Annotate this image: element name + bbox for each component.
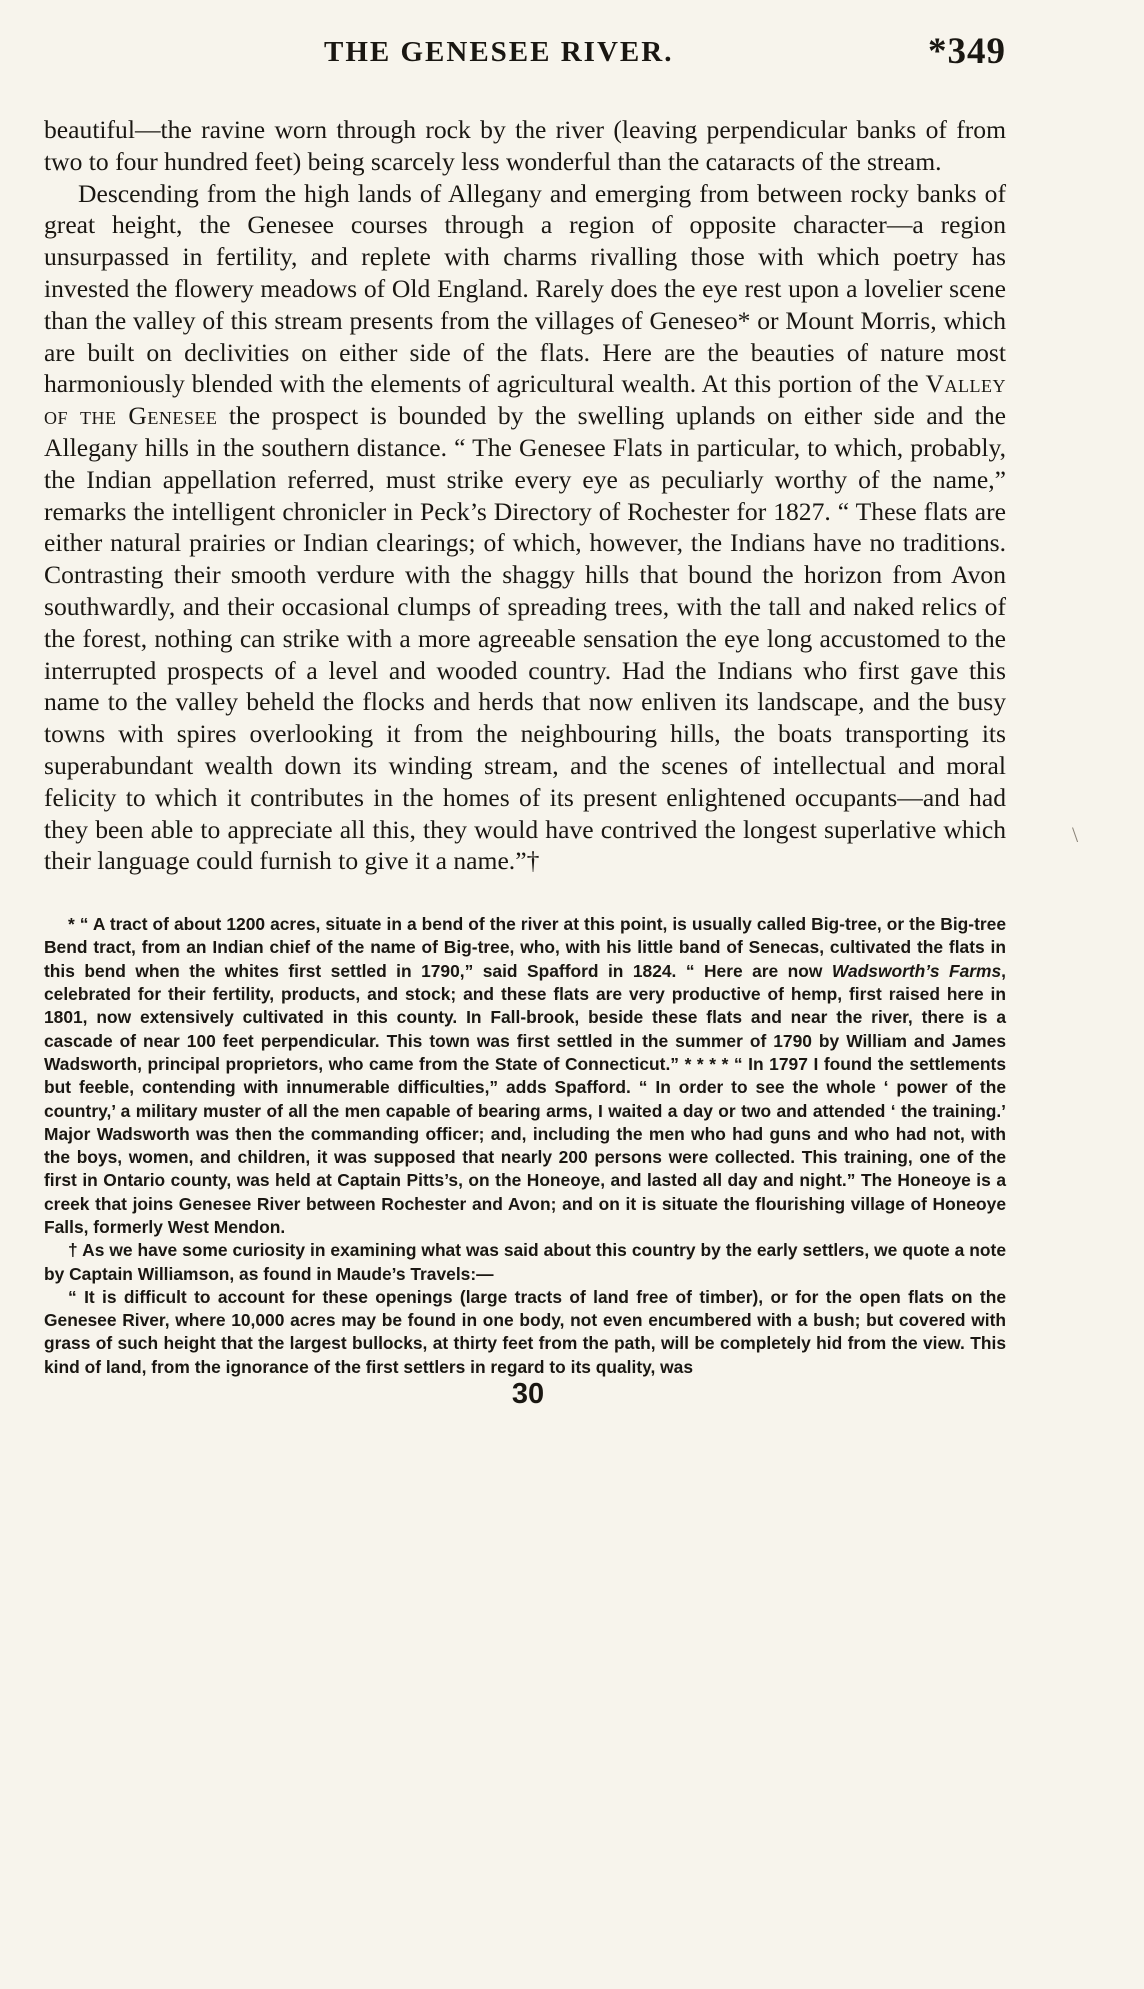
book-page [44, 28, 1006, 1409]
paragraph-genesee-valley [44, 178, 1006, 878]
page-number: *349 [928, 31, 1006, 72]
stray-pencil-mark: \ [1072, 822, 1079, 847]
running-head: THE GENESEE RIVER. [324, 36, 674, 68]
paragraph-continuation: beautiful—the ravine worn through rock by the river (leaving perpendicular banks of from two to four hundred feet) being scarcely less wonderful than the cataracts of the stream. [44, 115, 1006, 176]
footnote-italic-wadsworth: Wadsworth’s Farms [831, 960, 1002, 981]
paragraph-text-part: Descending from the high lands of Allegany and emerging from between rocky banks of great height, the Genesee courses through a region of opposite character—a region unsurpassed in fertility, and replete with charms rivalling those with which poetry has invested the flowery meadows of Old England. Rarely does the eye rest upon a lovelier scene than the valley of this stream presents from the villages of Geneseo* or Mount Morris, which are built on declivities on either side of the flats. Here are the beauties of nature most harmoniously blended with the elements of agricultural wealth. At this portion of the [44, 178, 1006, 399]
main-text [44, 114, 1006, 877]
paragraph-text-part: the prospect is bounded by the swelling uplands on either side and the Allegany hills in the southern distance. “ The Genesee Flats in particular, to which, probably, the Indian appellation referred, must strike every eye as peculiarly worthy of the name,” remarks the intelligent chronicler in Peck’s Directory of Rochester for 1827. “ These flats are either natural prairies or Indian clearings; of which, however, the Indians have no traditions. Contrasting their smooth verdure with the shaggy hills that bound the horizon from Avon southwardly, and their occasional clumps of spreading trees, with the tall and naked relics of the forest, nothing can strike with a more agreeable sensation the eye long accustomed to the interrupted prospects of a level and wooded country. Had the Indians who first gave this name to the valley beheld the flocks and herds that now enliven its landscape, and the busy towns with spires overlooking it from the neighbouring hills, the boats transporting its superabundant wealth down its winding stream, and the scenes of intellectual and moral felicity to which it contributes in the homes of its present enlightened occupants—and had they been able to appreciate all this, they would have contrived the longest superlative which their language could furnish to give it a name.”† [44, 401, 1006, 876]
footnote-text-part: * “ A tract of about 1200 acres, situate in a bend of the river at this point, is usually called Big-tree, or the Big-tree Bend tract, from an Indian chief of the name of Big-tree, who, with his little band of Senecas, cultivated the flats in this bend when the whites first settled in 1790,” said Spafford in 1824. “ Here are now [44, 914, 1006, 981]
footnote-text-part: , celebrated for their fertility, products, and stock; and these flats are very productive of hemp, first raised here in 1801, now extensively cultivated in this county. In Fall-brook, beside these flats and near the river, there is a cascade of near 100 feet perpendicular. This town was first settled in the summer of 1790 by William and James Wadsworth, principal proprietors, who came from the State of Connecticut.” * * * * “ In 1797 I found the settlements but feeble, contending with innumerable difficulties,” adds Spafford. “ In order to see the whole ‘ power of the country,’ a military muster of all the men capable of bearing arms, I waited a day or two and attended ‘ the training.’ Major Wadsworth was then the commanding officer; and, including the men who had guns and who had not, with the boys, women, and children, it was supposed that nearly 200 persons were collected. This training, one of the first in Ontario county, was held at Captain Pitts’s, on the Honeoye, and lasted all day and night.” The Honeoye is a creek that joins Genesee River between Rochester and Avon; and on it is situate the flourishing village of Honeoye Falls, formerly West Mendon. [44, 960, 1006, 1237]
valley-small-caps: Valley of the Genesee [44, 369, 1006, 431]
page-header [44, 28, 1006, 80]
signature-mark: 30 [511, 1378, 545, 1411]
footnotes [44, 913, 1006, 1379]
footnote-quote: “ It is difficult to account for these openings (large tracts of land free of timber), or for the open flats on the Genesee River, where 10,000 acres may be found in one body, not even encumbered with a bush; but covered with grass of such height that the largest bullocks, at thirty feet from the path, will be completely hid from the view. This kind of land, from the ignorance of the first settlers in regard to its quality, was [44, 1286, 1006, 1377]
footnote-dagger: † As we have some curiosity in examining what was said about this country by the early settlers, we quote a note by Captain Williamson, as found in Maude’s Travels:— [44, 1240, 1006, 1284]
footnote-asterisk [44, 913, 1006, 1239]
